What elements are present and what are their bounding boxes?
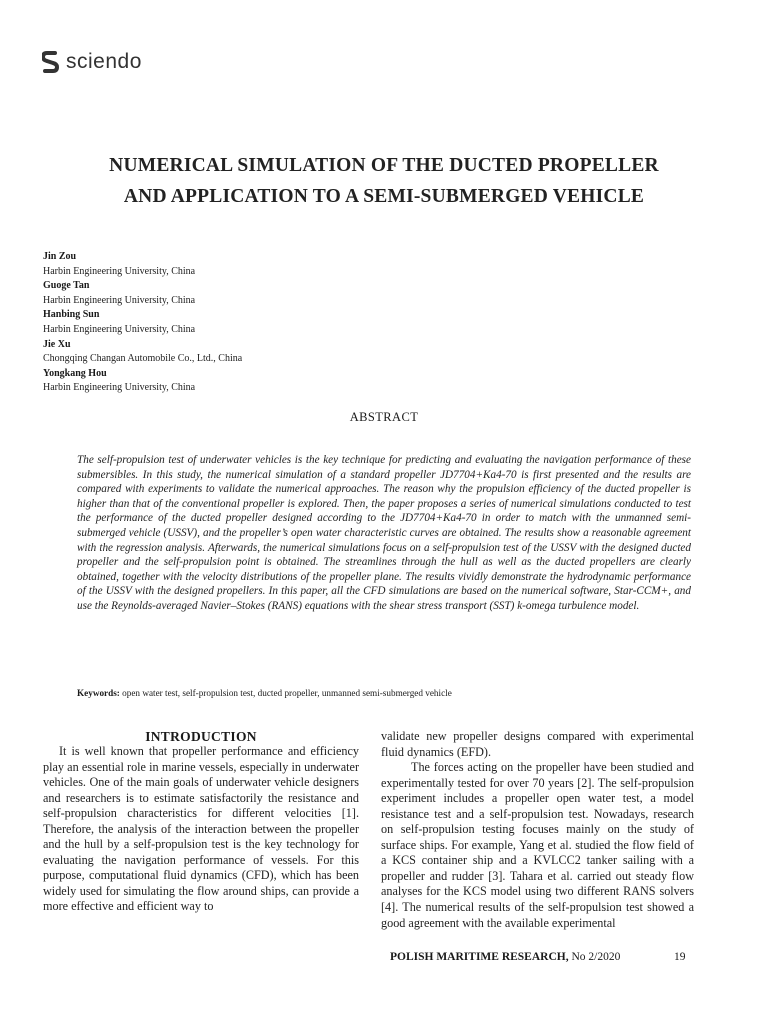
journal-name: POLISH MARITIME RESEARCH, — [390, 951, 569, 963]
intro-paragraph: The forces acting on the propeller have been studied and experimentally tested for over 70 years [2]. The self-propulsion experiment includes a propeller open water test, a model resistance test and a self-propulsion test. Nowadays, research on self-propulsion testing focuses mainly on the study of surface ships. For example, Yang et al. studied the flow field of a KCS container ship and a KVLCC2 tanker sailing with a propeller and rudder [3]. Tahara et al. carried out steady flow analyses for the KCS model using two different RANS solvers [4]. The numerical results of the self-propulsion test showed a good agreement with the available experimental — [381, 760, 694, 930]
author-name: Yongkang Hou — [43, 367, 107, 379]
intro-paragraph: validate new propeller designs compared with experimental fluid dynamics (EFD). — [381, 729, 694, 759]
author-affiliation: Harbin Engineering University, China — [43, 323, 196, 335]
journal-issue: No 2/2020 — [568, 951, 621, 963]
intro-paragraph: It is well known that propeller performance and efficiency play an essential role in marine vessels, especially in underwater vehicles. One of the main goals of underwater vehicle designers and researchers is to estimate satisfactorily the resistance and self-propulsion characteristics for different velocities [1]. Therefore, the analysis of the interaction between the propeller and the hull by a self-propulsion test is the key technology for evaluating the navigation performance of vessels. For this purpose, computational fluid dynamics (CFD), which has been widely used for simulating the flow around ships, can provide a more effective and efficient way to — [43, 744, 359, 914]
right-column — [381, 729, 694, 931]
author-entry — [43, 338, 242, 367]
brand-name: sciendo — [66, 50, 142, 73]
abstract-text: The self-propulsion test of underwater vehicles is the key technique for predicting and evaluating the navigation performance of these submersibles. In this study, the numerical simulation of a standard propeller JD7704+Ka4-70 is first presented and the results are compared with experiments to validate the numerical approaches. The reason why the propulsion efficiency of the ducted propeller is higher than that of the conventional propeller is explored. Then, the paper proposes a series of numerical simulations conducted to test the performance of the ducted propeller designed according to the JD7704+Ka4-70 in order to match with the unmanned semi-submerged vehicle (USSV), and the propeller’s open water characteristic curves are obtained. The results show a reasonable agreement with the regression analysis. Afterwards, the numerical simulations focus on a self-propulsion test of the USSV with the designed ducted propeller and the self-propulsion point is obtained. The streamlines through the hull as well as the ducted propellers are clearly obtained, together with the velocity distributions of the propeller plane. The results vividly demonstrate the hydrodynamic performance of the USSV with the designed propellers. In this paper, all the CFD simulations are based on the numerical software, Star-CCM+, and use the Reynolds-averaged Navier–Stokes (RANS) equations with the shear stress transport (SST) k-omega turbulence model. — [77, 454, 691, 612]
title-line: NUMERICAL SIMULATION OF THE DUCTED PROPELLER — [109, 155, 659, 176]
author-affiliation: Harbin Engineering University, China — [43, 294, 196, 306]
author-name: Jin Zou — [43, 251, 77, 262]
page-footer — [390, 951, 686, 963]
paper-title — [40, 150, 728, 212]
author-entry — [43, 308, 242, 337]
abstract-heading: ABSTRACT — [349, 410, 419, 424]
author-affiliation: Harbin Engineering University, China — [43, 382, 196, 394]
keywords-label: Keywords: — [77, 688, 120, 698]
author-name: Hanbing Sun — [43, 309, 100, 321]
author-entry — [43, 250, 242, 279]
author-name: Jie Xu — [43, 338, 71, 350]
author-name: Guoge Tan — [43, 280, 90, 292]
author-affiliation: Chongqing Changan Automobile Co., Ltd., China — [43, 353, 243, 365]
sciendo-s-logo-icon — [42, 50, 60, 74]
brand-logo — [42, 50, 142, 74]
author-entry — [43, 279, 242, 308]
author-entry — [43, 367, 242, 396]
left-column — [43, 744, 359, 915]
page-number: 19 — [674, 951, 686, 963]
author-affiliation: Harbin Engineering University, China — [43, 265, 196, 277]
title-line: AND APPLICATION TO A SEMI-SUBMERGED VEHICLE — [123, 186, 645, 207]
keywords-text: open water test, self-propulsion test, ducted propeller, unmanned semi-submerged vehicle — [122, 688, 452, 698]
introduction-heading: INTRODUCTION — [145, 729, 257, 744]
author-list — [43, 250, 242, 396]
keywords-line — [77, 688, 452, 698]
